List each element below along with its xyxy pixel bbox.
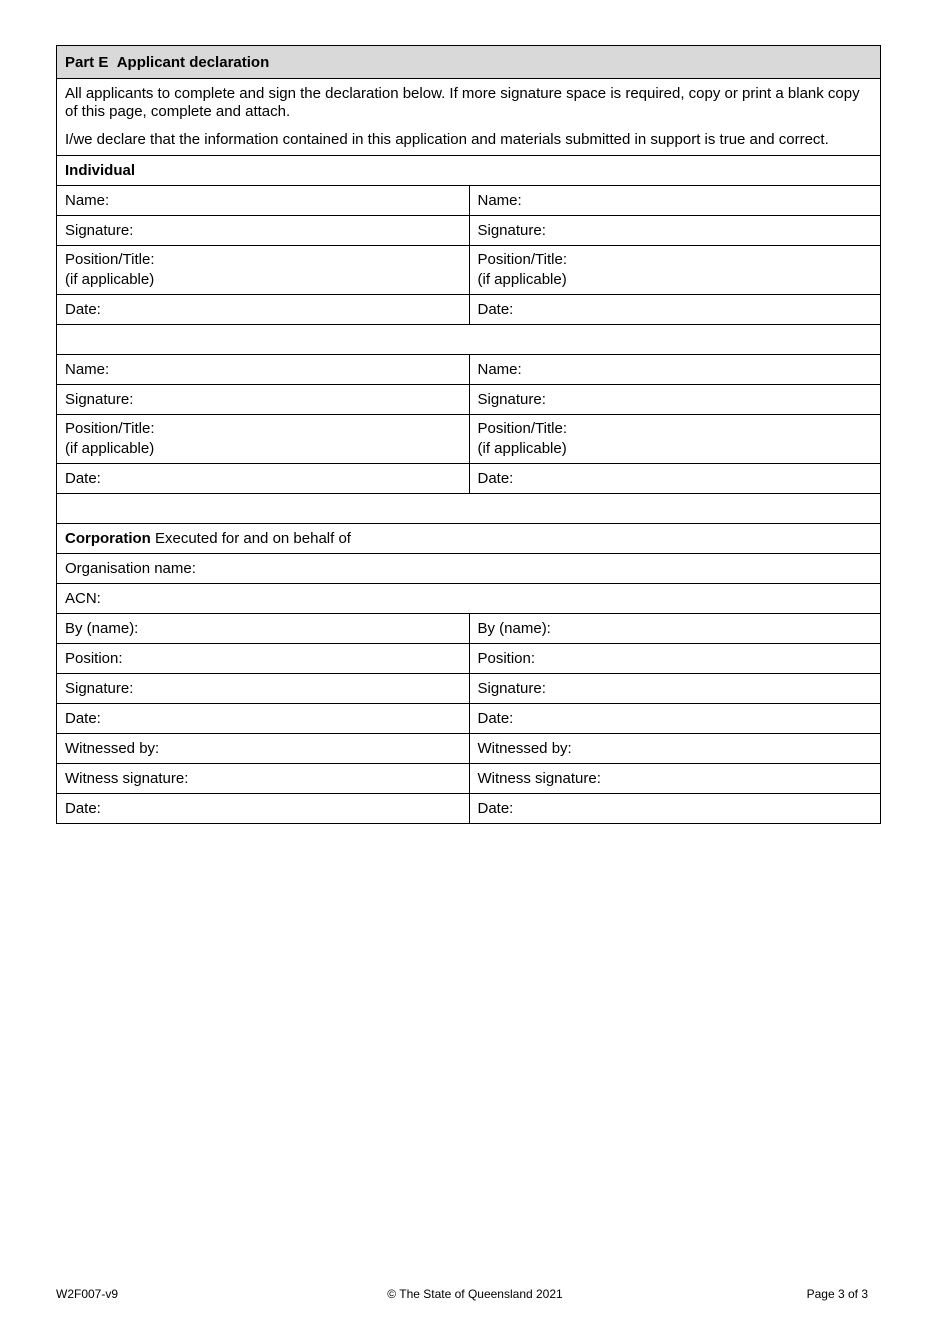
- corp-a-witness-date-field[interactable]: Date:: [65, 799, 101, 817]
- corp-a-signature-field[interactable]: Signature:: [65, 679, 134, 697]
- individual-1a-name-field[interactable]: Name:: [65, 191, 110, 209]
- intro-text: [57, 78, 880, 155]
- part-label: Part E: [65, 53, 109, 71]
- corp-b-witness-date-field[interactable]: Date:: [469, 794, 881, 823]
- organisation-name-row: [57, 553, 880, 583]
- corp-a-position-field[interactable]: Position:: [65, 649, 123, 667]
- individual-2b-name-field[interactable]: Name:: [469, 355, 881, 384]
- corp-b-signature-field[interactable]: Signature:: [469, 674, 881, 703]
- intro-paragraph-2: I/we declare that the information contained in this application and materials submitted in support is true and correct.: [65, 131, 829, 148]
- by-name-row: [57, 613, 880, 643]
- witness-signature-row: [57, 763, 880, 793]
- individual-2-date-row: [57, 463, 880, 493]
- individual-1a-date-field[interactable]: Date:: [65, 300, 101, 318]
- form-code: W2F007-v9: [56, 1287, 119, 1301]
- individual-2-signature-row: [57, 384, 880, 414]
- corp-b-witnessed-by-field[interactable]: Witnessed by:: [469, 734, 881, 763]
- individual-2a-date-field[interactable]: Date:: [65, 469, 101, 487]
- witnessed-by-row: [57, 733, 880, 763]
- copyright-notice: © The State of Queensland 2021: [387, 1287, 563, 1301]
- individual-2b-date-field[interactable]: Date:: [469, 464, 881, 493]
- organisation-name-field[interactable]: Organisation name:: [65, 559, 196, 577]
- position-row: [57, 643, 880, 673]
- individual-1b-name-field[interactable]: Name:: [469, 186, 881, 215]
- individual-2a-position-field[interactable]: Position/Title: (if applicable): [65, 420, 155, 457]
- individual-1b-position-field[interactable]: Position/Title: (if applicable): [469, 246, 881, 294]
- individual-heading: Individual: [65, 161, 136, 179]
- corporation-heading: Corporation Executed for and on behalf of: [65, 529, 351, 547]
- individual-2-position-row: [57, 414, 880, 463]
- corp-signature-row: [57, 673, 880, 703]
- individual-1-name-row: [57, 185, 880, 215]
- individual-2a-signature-field[interactable]: Signature:: [65, 390, 134, 408]
- declaration-form: [56, 45, 881, 824]
- corp-a-by-name-field[interactable]: By (name):: [65, 619, 139, 637]
- individual-1a-signature-field[interactable]: Signature:: [65, 221, 134, 239]
- corp-a-date-field[interactable]: Date:: [65, 709, 101, 727]
- intro-paragraph-1: All applicants to complete and sign the declaration below. If more signature space is required, copy or print a blank copy of this page, complete and attach.: [65, 85, 860, 120]
- individual-1b-date-field[interactable]: Date:: [469, 295, 881, 324]
- individual-heading-row: [57, 155, 880, 185]
- individual-1-position-row: [57, 245, 880, 294]
- individual-1-signature-row: [57, 215, 880, 245]
- witness-date-row: [57, 793, 880, 823]
- individual-2b-signature-field[interactable]: Signature:: [469, 385, 881, 414]
- individual-2-name-row: [57, 354, 880, 384]
- corp-a-witness-signature-field[interactable]: Witness signature:: [65, 769, 189, 787]
- section-header: [57, 46, 880, 78]
- individual-2a-name-field[interactable]: Name:: [65, 360, 110, 378]
- spacer-row: [57, 324, 880, 354]
- individual-1-date-row: [57, 294, 880, 324]
- acn-row: [57, 583, 880, 613]
- section-title: Applicant declaration: [116, 53, 270, 71]
- individual-1b-signature-field[interactable]: Signature:: [469, 216, 881, 245]
- spacer-row: [57, 493, 880, 523]
- corp-b-position-field[interactable]: Position:: [469, 644, 881, 673]
- corporation-heading-row: [57, 523, 880, 553]
- page-number: Page 3 of 3: [806, 1287, 868, 1301]
- acn-field[interactable]: ACN:: [65, 589, 101, 607]
- individual-1a-position-field[interactable]: Position/Title: (if applicable): [65, 251, 155, 288]
- corp-b-witness-signature-field[interactable]: Witness signature:: [469, 764, 881, 793]
- corp-b-date-field[interactable]: Date:: [469, 704, 881, 733]
- corp-date-row: [57, 703, 880, 733]
- individual-2b-position-field[interactable]: Position/Title: (if applicable): [469, 415, 881, 463]
- corp-b-by-name-field[interactable]: By (name):: [469, 614, 881, 643]
- corp-a-witnessed-by-field[interactable]: Witnessed by:: [65, 739, 160, 757]
